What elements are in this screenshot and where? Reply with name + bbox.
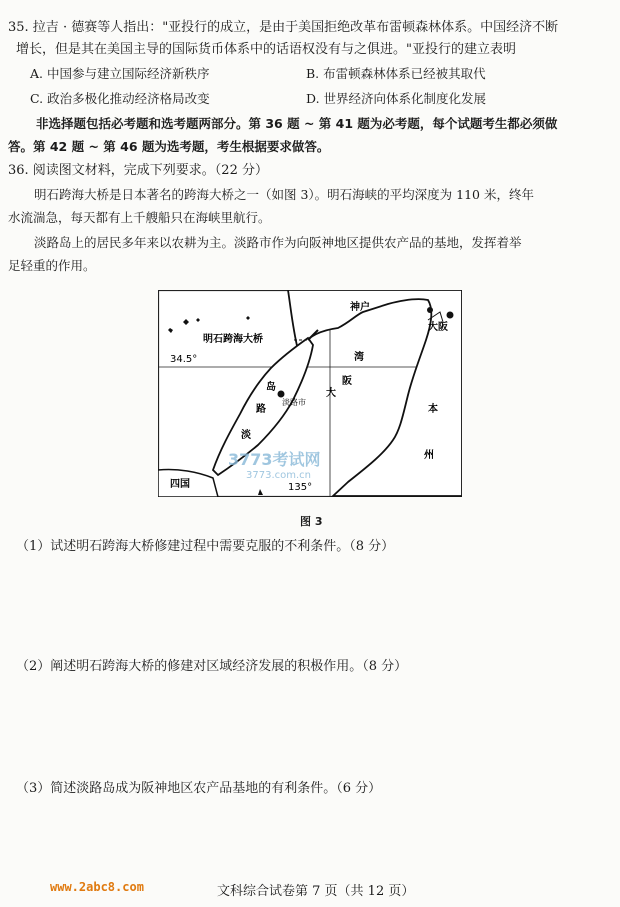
sub-question-3: （3）简述淡路岛成为阪神地区农产品基地的有利条件。（6 分） [16, 781, 382, 796]
figure-caption: 图 3 [300, 515, 323, 528]
label-osaka: 大阪 [428, 322, 448, 333]
label-shikoku: 四国 [170, 479, 190, 490]
label-awaji-2: 路 [256, 404, 266, 415]
label-honshu-1: 本 [428, 404, 438, 415]
q36-para1-line1: 明石跨海大桥是日本著名的跨海大桥之一（如图 3）。明石海峡的平均深度为 110 米，终年 [34, 187, 534, 202]
q35-stem-line1: 35. 拉吉 · 德赛等人指出："亚投行的成立，是由于美国拒绝改革布雷顿森林体系。中国经济不断 [8, 20, 559, 35]
q35-option-a: A. 中国参与建立国际经济新秩序 [30, 66, 210, 81]
label-bay-3: 湾 [354, 352, 364, 363]
figure-3-map [158, 290, 462, 497]
watermark-1: 3773考试网 [228, 450, 321, 469]
nonchoice-line2: 答。第 42 题 ~ 第 46 题为选考题，考生根据要求做答。 [8, 139, 330, 154]
label-longitude: 135° [288, 482, 313, 493]
q36-para2-line1: 淡路岛上的居民多年来以农耕为主。淡路市作为向阪神地区提供农产品的基地，发挥着举 [34, 235, 522, 250]
watermark-2: 3773.com.cn [246, 470, 311, 481]
label-awaji-3: 淡 [241, 430, 251, 441]
footer-url: www.2abc8.com [50, 880, 144, 894]
sub-question-2: （2）阐述明石跨海大桥的修建对区域经济发展的积极作用。（8 分） [16, 659, 408, 674]
q36-intro: 36. 阅读图文材料，完成下列要求。（22 分） [8, 163, 268, 178]
q35-option-d: D. 世界经济向体系化制度化发展 [306, 91, 487, 106]
awaji-city-dot [278, 391, 285, 398]
q36-para2-line2: 足轻重的作用。 [8, 258, 96, 273]
label-bay-1: 大 [326, 388, 336, 399]
sub-question-1: （1）试述明石跨海大桥修建过程中需要克服的不利条件。（8 分） [16, 539, 395, 554]
q35-option-b: B. 布雷顿森林体系已经被其取代 [306, 66, 486, 81]
label-latitude: 34.5° [170, 354, 198, 365]
osaka-dot [447, 312, 454, 319]
label-honshu-2: 州 [424, 450, 434, 461]
label-bay-2: 阪 [342, 376, 352, 387]
q36-para1-line2: 水流湍急，每天都有上千艘船只在海峡里航行。 [8, 210, 271, 225]
nonchoice-line1: 非选择题包括必考题和选考题两部分。第 36 题 ~ 第 41 题为必考题，每个试题考生都必须做 [36, 116, 558, 131]
label-awaji-1: 岛 [266, 382, 276, 393]
honshu-dots [427, 307, 433, 313]
label-kobe: 神户 [350, 302, 370, 313]
footer-page-number: 文科综合试卷第 7 页（共 12 页） [217, 884, 415, 899]
q35-option-c: C. 政治多极化推动经济格局改变 [30, 91, 210, 106]
label-bridge: 明石跨海大桥 [203, 334, 263, 345]
q35-stem-line2: 增长，但是其在美国主导的国际货币体系中的话语权没有与之俱进。"亚投行的建立表明 [16, 42, 516, 57]
label-awaji-city: 淡路市 [282, 398, 306, 407]
